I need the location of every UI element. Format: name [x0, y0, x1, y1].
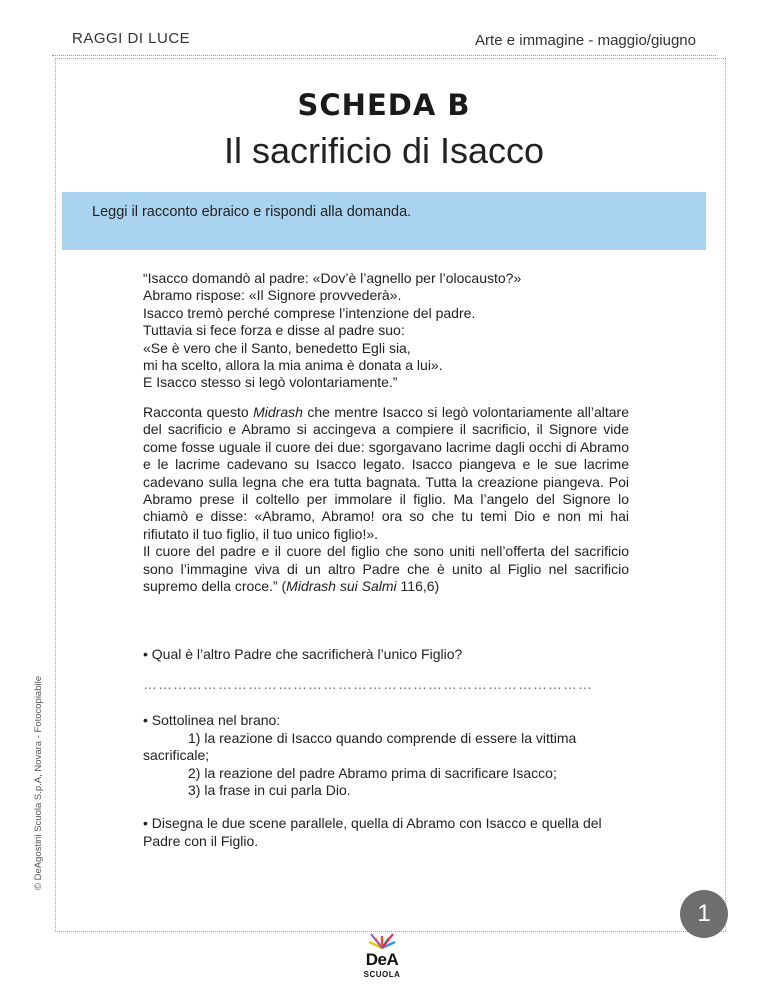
quote-line: Isacco tremò perché comprese l’intenzione del padre. [143, 304, 476, 321]
header-divider [52, 55, 716, 56]
header-series-title: RAGGI DI LUCE [72, 30, 191, 47]
instruction-box [62, 192, 706, 250]
question-2 [143, 712, 629, 800]
page-number-badge: 1 [680, 890, 728, 938]
quote-line: Tuttavia si fece forza e disse al padre suo: [143, 322, 405, 339]
quote-block [143, 270, 643, 392]
quote-line: “Isacco domandò al padre: «Dov’è l’agnello per l’olocausto?» [143, 270, 522, 286]
worksheet-label: SCHEDA B [297, 88, 471, 122]
instruction-text: Leggi il racconto ebraico e rispondi alla domanda. [92, 204, 412, 220]
sunburst-icon [357, 930, 407, 950]
copyright-notice: © DeAgostini Scuola S.p.A, Novara - Fotocopiabile [33, 676, 44, 890]
quote-line: mi ha scelto, allora la mia anima è donata a lui». [143, 357, 443, 374]
story-paragraph-1: Racconta questo Midrash che mentre Isacco si legò volontariamente all’altare del sacrificio e Abramo si accingeva a compiere il sacrificio, il Signore vide come fosse uguale il cuore dei due: sgorgavano lacrime dagli occhi di Abramo e le lacrime cadevano su Isacco legato. Isacco piangeva e le sue lacrime cadevano sulla legna che era tutta bagnata. Tutta la creazione piangeva. Poi Abramo prese il coltello per immolare il figlio. Ma l’angelo del Signore lo chiamò e disse: «Abramo, Abramo! ora so che tu temi Dio e non mi hai rifiutato il tuo figlio, il tuo unico figlio!». [143, 404, 629, 542]
logo-subtitle: SCUOLA [363, 970, 401, 979]
question-2-item-1-cont: sacrificale; [143, 747, 210, 764]
question-1: • Qual è l’altro Padre che sacrificherà l’unico Figlio? [143, 646, 463, 662]
story-body [143, 404, 629, 595]
quote-line: «Se è vero che il Santo, benedetto Egli sia, [143, 339, 411, 356]
question-3: • Disegna le due scene parallele, quella di Abramo con Isacco e quella del Padre con il Figlio. [143, 815, 602, 849]
publisher-logo [357, 930, 407, 986]
logo-wordmark: DeA [365, 950, 399, 969]
quote-line: E Isacco stesso si legò volontariamente.” [143, 374, 398, 391]
page-title: Il sacrificio di Isacco [223, 130, 545, 171]
story-paragraph-2: Il cuore del padre e il cuore del figlio che sono uniti nell’offerta del sacrificio sono l’immagine viva di un altro Padre che è unito al Figlio nel sacrificio supremo della croce.” (Midrash sui Salmi 116,6) [143, 543, 629, 595]
question-2-item-1: 1) la reazione di Isacco quando comprende di essere la vittima [188, 729, 577, 746]
question-2-item-2: 2) la reazione del padre Abramo prima di sacrificare Isacco; [188, 764, 557, 781]
question-2-item-3: 3) la frase in cui parla Dio. [188, 782, 351, 799]
question-2-intro: • Sottolinea nel brano: [143, 712, 281, 728]
header-subject: Arte e immagine - maggio/giugno [475, 32, 696, 49]
quote-line: Abramo rispose: «Il Signore provvederà». [143, 287, 402, 304]
answer-line[interactable]: ……………………………………………………………………………… [143, 676, 593, 692]
